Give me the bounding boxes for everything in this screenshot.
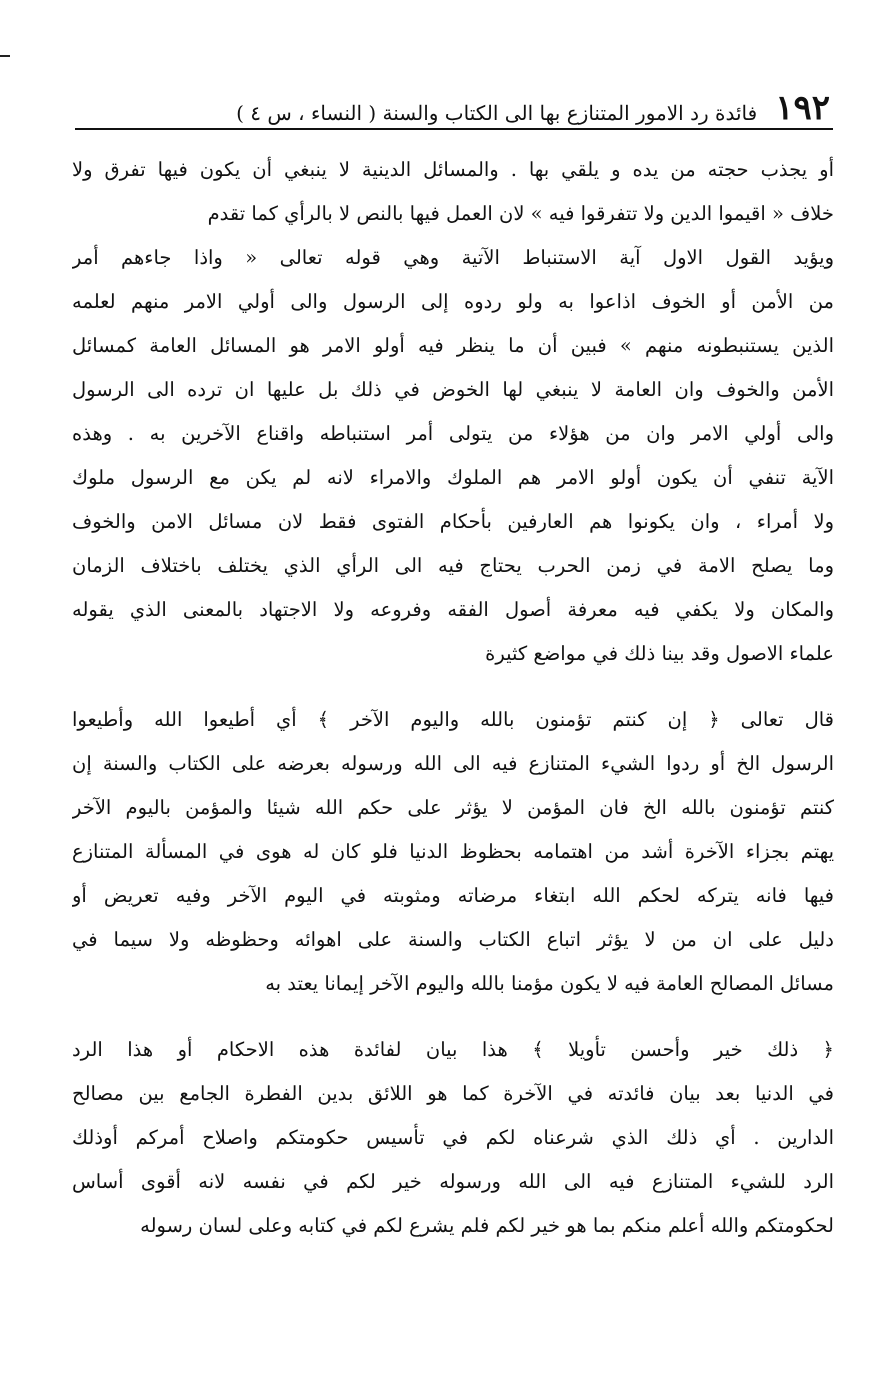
page-header — [78, 88, 830, 128]
header-rule — [75, 128, 833, 130]
text-line: في الدنيا بعد بيان فائدته في الآخرة كما هو اللائق بدين الفطرة الجامع بين مصالح — [72, 1082, 834, 1105]
text-line: خلاف « اقيموا الدين ولا تتفرقوا فيه » لان العمل فيها بالنص لا بالرأي كما تقدم — [207, 202, 834, 225]
text-line: قال تعالى ﴿ إن كنتم تؤمنون بالله واليوم الآخر ﴾ أي أطيعوا الله وأطيعوا — [72, 708, 834, 731]
paragraph — [72, 148, 834, 236]
text-line: كنتم تؤمنون بالله الخ فان المؤمن لا يؤثر على حكم الله شيئا والمؤمن باليوم الآخر — [72, 796, 834, 819]
text-line: فيها فانه يتركه لحكم الله ابتغاء مرضاته ومثوبته في اليوم الآخر وفيه تعريض أو — [72, 884, 834, 907]
text-line: أو يجذب حجته من يده و يلقي بها . والمسائل الدينية لا ينبغي أن يكون فيها تفرق ولا — [72, 158, 834, 181]
text-line: وما يصلح الامة في زمن الحرب يحتاج فيه الى الرأي الذي يختلف باختلاف الزمان — [72, 554, 834, 577]
scan-corner-mark — [0, 55, 10, 57]
text-line: ويؤيد القول الاول آية الاستنباط الآتية وهي قوله تعالى « واذا جاءهم أمر — [72, 246, 834, 269]
text-line: مسائل المصالح العامة فيه لا يكون مؤمنا بالله واليوم الآخر إيمانا يعتد به — [265, 972, 834, 995]
text-line: ﴿ ذلك خير وأحسن تأويلا ﴾ هذا بيان لفائدة هذه الاحكام أو هذا الرد — [72, 1038, 834, 1061]
text-line: والمكان ولا يكفي فيه معرفة أصول الفقه وفروعه ولا الاجتهاد بالمعنى الذي يقوله — [72, 598, 834, 621]
text-line: لحكومتكم والله أعلم منكم بما هو خير لكم فلم يشرع لكم في كتابه وعلى لسان رسوله — [140, 1214, 834, 1237]
text-line: الرد للشيء المتنازع فيه الى الله ورسوله خير لكم في نفسه لانه أقوى أساس — [72, 1170, 834, 1193]
running-title: فائدة رد الامور المتنازع بها الى الكتاب والسنة ( النساء ، س ٤ ) — [236, 101, 758, 125]
paragraph — [72, 236, 834, 676]
text-line: دليل على ان من لا يؤثر اتباع الكتاب والسنة على اهوائه وحظوظه ولا سيما في — [72, 928, 834, 951]
text-line: علماء الاصول وقد بينا ذلك في مواضع كثيرة — [485, 642, 834, 665]
body-text — [72, 148, 834, 1248]
paragraph — [72, 1028, 834, 1248]
text-line: الأمن والخوف وان العامة لا ينبغي لها الخوض في ذلك بل عليها ان ترده الى الرسول — [72, 378, 834, 401]
text-line: ولا أمراء ، وان يكونوا هم العارفين بأحكام الفتوى فقط لان مسائل الامن والخوف — [72, 510, 834, 533]
page-number: ١٩٢ — [775, 88, 830, 128]
paragraph — [72, 698, 834, 1006]
text-line: يهتم بجزاء الآخرة أشد من اهتمامه بحظوظ الدنيا فلو كان له هوى في المسألة المتنازع — [72, 840, 834, 863]
text-line: الذين يستنبطونه منهم » فبين أن ما ينظر فيه أولو الامر هو المسائل العامة كمسائل — [72, 334, 834, 357]
text-line: الدارين . أي ذلك الذي شرعناه لكم في تأسيس حكومتكم واصلاح أمركم أوذلك — [72, 1126, 834, 1149]
text-line: من الأمن أو الخوف اذاعوا به ولو ردوه إلى الرسول والى أولي الامر منهم لعلمه — [72, 290, 834, 313]
text-line: الرسول الخ أو ردوا الشيء المتنازع فيه الى الله ورسوله بعرضه على الكتاب والسنة إن — [72, 752, 834, 775]
text-line: الآية تنفي أن يكون أولو الامر هم الملوك والامراء لانه لم يكن مع الرسول ملوك — [72, 466, 834, 489]
text-line: والى أولي الامر وان من هؤلاء من يتولى أمر استنباطه واقناع الآخرين به . وهذه — [72, 422, 834, 445]
